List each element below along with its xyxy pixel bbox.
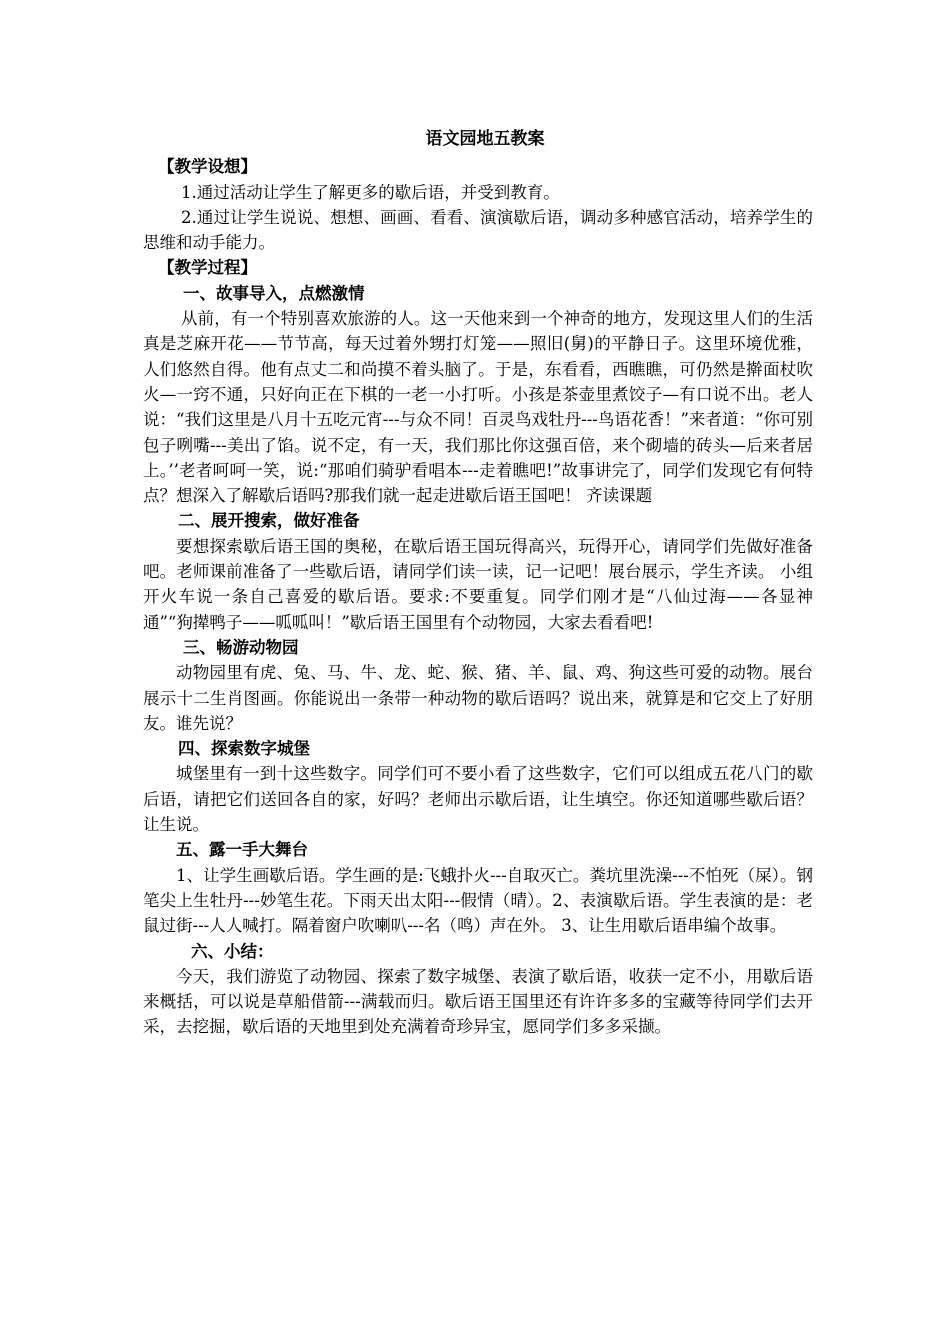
paragraph-section-1: 从前，有一个特别喜欢旅游的人。这一天他来到一个神奇的地方，发现这里人们的生活真是芝麻开花——节节高，每天过着外甥打灯笼——照旧(舅)的平静日子。这里环境优雅，人们悠然自得。他有点丈二和尚摸不着头脑了。于是，东看看，西瞧瞧，可仍然是擀面杖吹火—一窍不通，只好向正在下棋的一老一小打听。小孩是茶壶里煮饺子—有口说不出。老人说：“我们这里是八月十五吃元宵---与众不同！百灵鸟戏牡丹---鸟语花香！”来者道：“你可别包子咧嘴---美出了馅。说不定，有一天，我们那比你这强百倍，来个砌墙的砖头—后来者居上。’’老者呵呵一笑，说:“那咱们骑驴看唱本---走着瞧吧!”故事讲完了，同学们发现它有何特点？想深入了解歇后语吗?那我们就一起走进歇后语王国吧！ 齐读课题	[143, 309, 813, 506]
heading-section-2: 二、展开搜索，做好准备	[178, 511, 360, 531]
paragraph-section-3: 动物园里有虎、兔、马、牛、龙、蛇、猴、猪、羊、鼠、鸡、狗这些可爱的动物。展台展示十二生肖图画。你能说出一条带一种动物的歇后语吗？说出来，就算是和它交上了好朋友。谁先说？	[143, 663, 813, 733]
paragraph-design-2: 2.通过让学生说说、想想、画画、看看、演演歇后语，调动多种感官活动，培养学生的思维和动手能力。	[143, 207, 813, 253]
paragraph-section-4: 城堡里有一到十这些数字。同学们可不要小看了这些数字，它们可以组成五花八门的歇后语，请把它们送回各自的家，好吗？老师出示歇后语，让生填空。你还知道哪些歇后语？让生说。	[143, 764, 813, 835]
heading-section-5: 五、露一手大舞台	[176, 840, 308, 860]
paragraph-section-5: 1、让学生画歇后语。学生画的是:飞蛾扑火---自取灭亡。粪坑里洗澡---不怕死（屎）。钢笔尖上生牡丹---妙笔生花。下雨天出太阳---假情（晴）。2、表演歇后语。学生表演的是：老鼠过街---人人喊打。隔着窗户吹喇叭---名（鸣）声在外。 3、让生用歇后语串编个故事。	[143, 865, 813, 936]
heading-teaching-design: 【教学设想】	[158, 157, 257, 177]
document-page	[143, 127, 813, 1040]
heading-section-1: 一、故事导入，点燃激情	[183, 283, 365, 303]
heading-teaching-process: 【教学过程】	[158, 258, 257, 278]
heading-section-6: 六、小结：	[191, 941, 274, 961]
paragraph-section-6: 今天，我们游览了动物园、探索了数字城堡、表演了歇后语，收获一定不小，用歇后语来概括，可以说是草船借箭---满载而归。歇后语王国里还有许许多多的宝藏等待同学们去开采，去挖掘，歇后语的天地里到处充满着奇珍异宝，愿同学们多多采撷。	[143, 966, 813, 1037]
paragraph-section-2: 要想探索歇后语王国的奥秘，在歇后语王国玩得高兴，玩得开心，请同学们先做好准备吧。老师课前准备了一些歇后语，请同学们读一读，记一记吧！展台展示，学生齐读。 小组开火车说一条自己喜爱的歇后语。要求:不要重复。同学们刚才是“八仙过海——各显神通”“狗撵鸭子——呱呱叫！”歇后语王国里有个动物园，大家去看看吧!	[143, 536, 813, 632]
page-title: 语文园地五教案	[425, 129, 545, 149]
paragraph-design-1: 1.通过活动让学生了解更多的歇后语，并受到教育。	[181, 182, 560, 202]
heading-section-3: 三、畅游动物园	[183, 637, 299, 657]
heading-section-4: 四、探索数字城堡	[178, 739, 310, 759]
